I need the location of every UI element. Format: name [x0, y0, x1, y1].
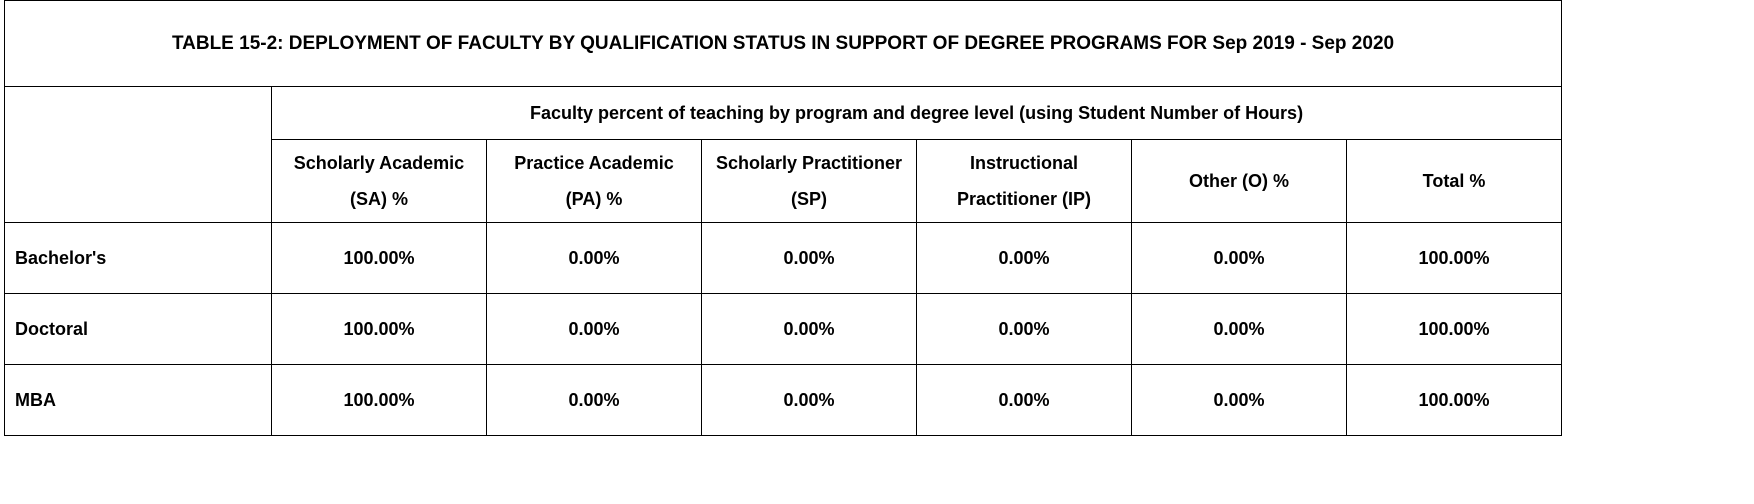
- row-label: Bachelor's: [5, 223, 272, 294]
- cell-ip: 0.00%: [917, 223, 1132, 294]
- column-header-ip: Instructional Practitioner (IP): [917, 140, 1132, 223]
- table-title: TABLE 15-2: DEPLOYMENT OF FACULTY BY QUALIFICATION STATUS IN SUPPORT OF DEGREE PROGRAMS FOR Sep 2019 - Sep 2020: [5, 1, 1562, 87]
- cell-other: 0.00%: [1132, 365, 1347, 436]
- cell-sp: 0.00%: [702, 223, 917, 294]
- cell-other: 0.00%: [1132, 294, 1347, 365]
- cell-sa: 100.00%: [272, 223, 487, 294]
- cell-pa: 0.00%: [487, 223, 702, 294]
- table-row-bachelors: [5, 223, 1562, 294]
- table-row-mba: [5, 365, 1562, 436]
- cell-total: 100.00%: [1347, 365, 1562, 436]
- row-label: Doctoral: [5, 294, 272, 365]
- column-header-pa: Practice Academic (PA) %: [487, 140, 702, 223]
- cell-total: 100.00%: [1347, 223, 1562, 294]
- column-header-total: Total %: [1347, 140, 1562, 223]
- row-label: MBA: [5, 365, 272, 436]
- column-header-sp: Scholarly Practitioner (SP): [702, 140, 917, 223]
- cell-ip: 0.00%: [917, 365, 1132, 436]
- column-header-other: Other (O) %: [1132, 140, 1347, 223]
- cell-sa: 100.00%: [272, 294, 487, 365]
- cell-total: 100.00%: [1347, 294, 1562, 365]
- cell-other: 0.00%: [1132, 223, 1347, 294]
- table-row-doctoral: [5, 294, 1562, 365]
- column-header-sa: Scholarly Academic (SA) %: [272, 140, 487, 223]
- empty-corner-cell: [5, 87, 272, 223]
- cell-sa: 100.00%: [272, 365, 487, 436]
- faculty-deployment-table: [4, 0, 1562, 436]
- cell-sp: 0.00%: [702, 365, 917, 436]
- cell-pa: 0.00%: [487, 365, 702, 436]
- cell-sp: 0.00%: [702, 294, 917, 365]
- cell-pa: 0.00%: [487, 294, 702, 365]
- group-header: Faculty percent of teaching by program and degree level (using Student Number of Hours): [272, 87, 1562, 140]
- cell-ip: 0.00%: [917, 294, 1132, 365]
